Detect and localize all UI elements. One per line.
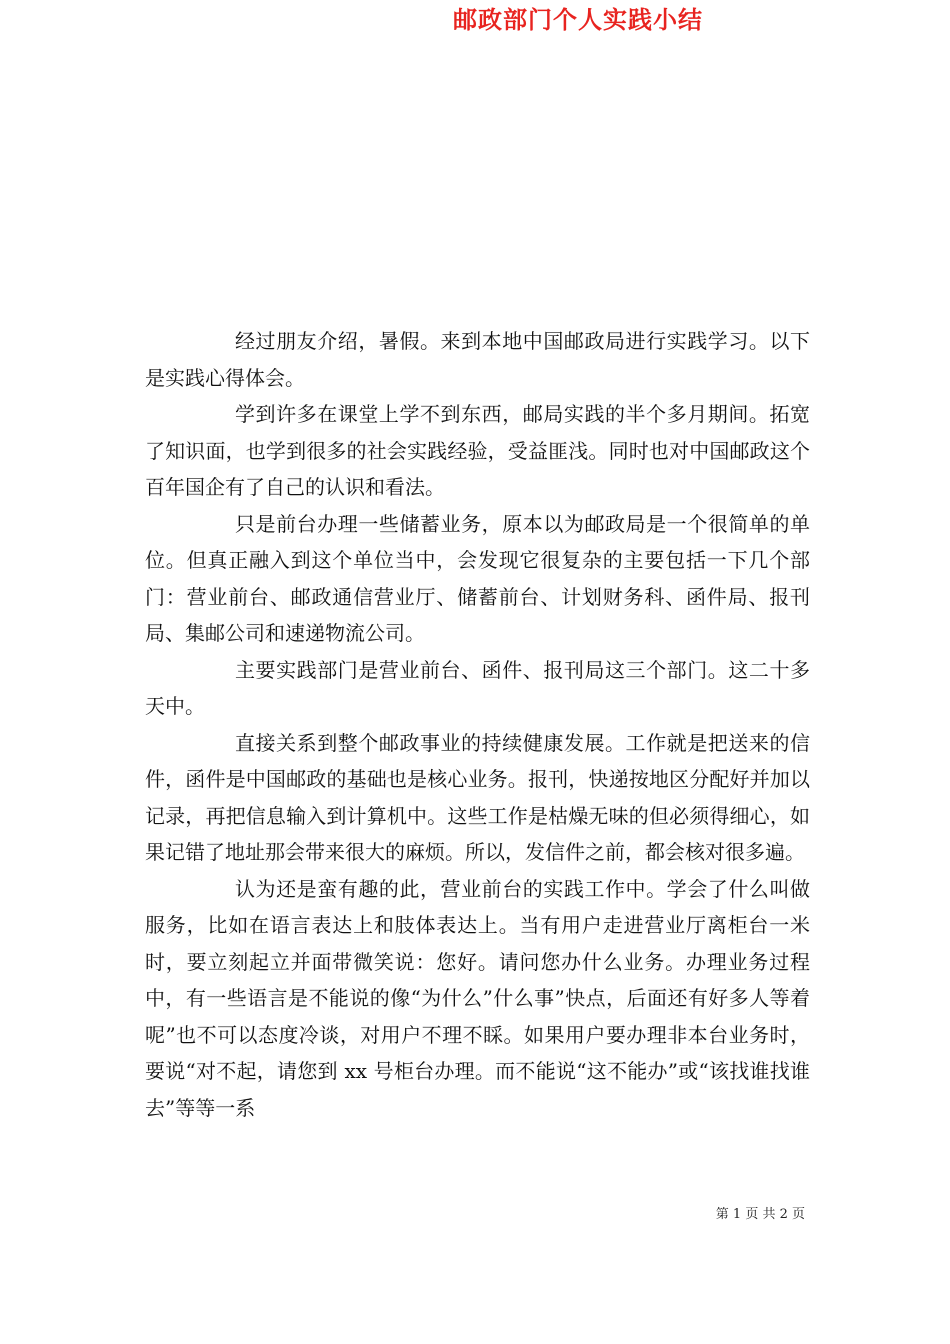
- page-number-footer: 第 1 页 共 2 页: [715, 1207, 805, 1222]
- document-title: 邮政部门个人实践小结: [453, 5, 703, 34]
- paragraph-5: 直接关系到整个邮政事业的持续健康发展。工作就是把送来的信件，函件是中国邮政的基础也是核心业务。报刊，快递按地区分配好并加以记录，再把信息输入到计算机中。这些工作是枯燥无味的但必须得细心，如果记错了地址那会带来很大的麻烦。所以，发信件之前，都会核对很多遍。: [145, 730, 810, 864]
- paragraph-4: 主要实践部门是营业前台、函件、报刊局这三个部门。这二十多天中。: [145, 657, 810, 718]
- document-body: [145, 323, 810, 1126]
- paragraph-1: 经过朋友介绍，暑假。来到本地中国邮政局进行实践学习。以下是实践心得体会。: [145, 329, 810, 390]
- paragraph-6: 认为还是蛮有趣的此，营业前台的实践工作中。学会了什么叫做服务，比如在语言表达上和肢体表达上。当有用户走进营业厅离柜台一米时，要立刻起立并面带微笑说：您好。请问您办什么业务。办理业务过程中，有一些语言是不能说的像“为什么”什么事”快点，后面还有好多人等着呢”也不可以态度冷谈，对用户不理不睬。如果用户要办理非本台业务时，要说“对不起，请您到 xx 号柜台办理。而不能说“这不能办”或“该找谁找谁去”等等一系: [145, 876, 810, 1120]
- paragraph-3: 只是前台办理一些储蓄业务，原本以为邮政局是一个很简单的单位。但真正融入到这个单位当中，会发现它很复杂的主要包括一下几个部门：营业前台、邮政通信营业厅、储蓄前台、计划财务科、函件局、报刊局、集邮公司和速递物流公司。: [145, 511, 810, 645]
- paragraph-2: 学到许多在课堂上学不到东西，邮局实践的半个多月期间。拓宽了知识面，也学到很多的社会实践经验，受益匪浅。同时也对中国邮政这个百年国企有了自己的认识和看法。: [145, 402, 810, 499]
